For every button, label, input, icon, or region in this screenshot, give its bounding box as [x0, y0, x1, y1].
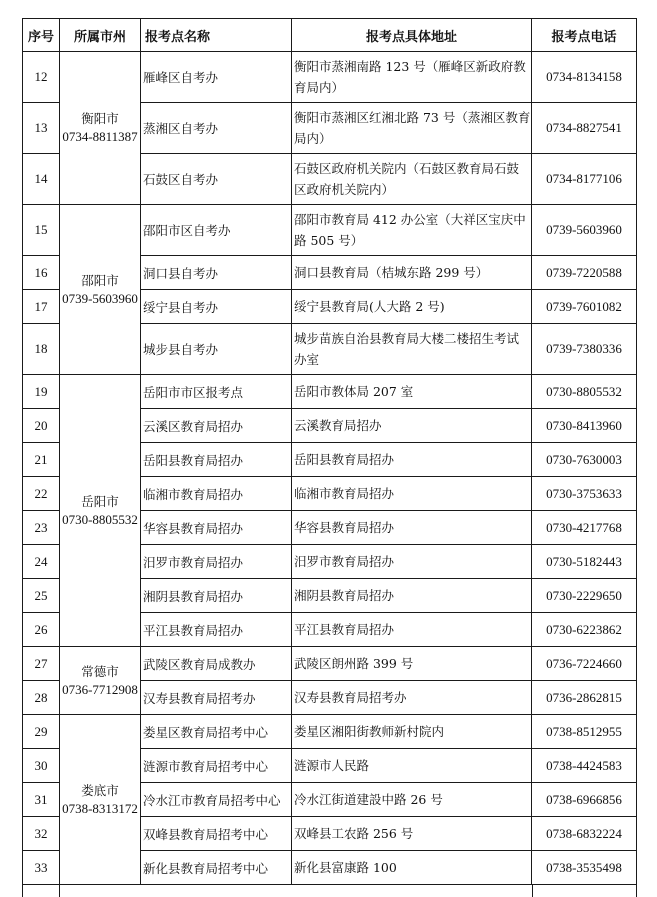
site-address: 双峰县工农路 256 号 [292, 817, 532, 851]
site-phone: 0734-8134158 [532, 52, 637, 103]
row-number: 31 [23, 783, 60, 817]
row-number: 33 [23, 851, 60, 885]
city-phone: 0730-8805532 [62, 511, 138, 527]
table-row [23, 375, 637, 409]
site-phone: 0739-7380336 [532, 324, 637, 375]
site-name: 城步县自考办 [141, 324, 292, 375]
site-address: 娄星区湘阳街教师新村院内 [292, 715, 532, 749]
row-number: 29 [23, 715, 60, 749]
site-phone: 0730-6223862 [532, 613, 637, 647]
row-number: 22 [23, 477, 60, 511]
row-number: 24 [23, 545, 60, 579]
site-address: 衡阳市蒸湘南路 123 号（雁峰区新政府教育局内） [292, 52, 532, 103]
site-address: 武陵区朗州路 399 号 [292, 647, 532, 681]
city-cell-hengyang [60, 52, 141, 205]
column-divider [532, 884, 533, 897]
city-name: 衡阳市 [81, 111, 119, 126]
city-phone: 0734-8811387 [62, 129, 138, 144]
site-name: 石鼓区自考办 [141, 154, 292, 205]
site-name: 临湘市教育局招办 [141, 477, 292, 511]
row-number: 32 [23, 817, 60, 851]
site-name: 平江县教育局招办 [141, 613, 292, 647]
site-name: 双峰县教育局招考中心 [141, 817, 292, 851]
site-address: 邵阳市教育局 412 办公室（大祥区宝庆中路 505 号） [292, 205, 532, 256]
site-phone: 0739-5603960 [532, 205, 637, 256]
site-phone: 0730-3753633 [532, 477, 637, 511]
site-address: 云溪教育局招办 [292, 409, 532, 443]
table-row [23, 647, 637, 681]
site-address: 汉寿县教育局招考办 [292, 681, 532, 715]
site-address: 岳阳市教体局 207 室 [292, 375, 532, 409]
site-phone: 0738-6832224 [532, 817, 637, 851]
site-name: 邵阳市区自考办 [141, 205, 292, 256]
site-phone: 0739-7601082 [532, 290, 637, 324]
column-divider [59, 884, 60, 897]
row-number: 13 [23, 103, 60, 154]
site-address: 岳阳县教育局招办 [292, 443, 532, 477]
site-name: 汉寿县教育局招考办 [141, 681, 292, 715]
row-number: 14 [23, 154, 60, 205]
exam-site-table [22, 18, 637, 885]
site-name: 涟源市教育局招考中心 [141, 749, 292, 783]
site-phone: 0730-4217768 [532, 511, 637, 545]
site-phone: 0738-6966856 [532, 783, 637, 817]
site-name: 洞口县自考办 [141, 256, 292, 290]
row-number: 21 [23, 443, 60, 477]
site-name: 武陵区教育局成教办 [141, 647, 292, 681]
site-name: 岳阳县教育局招办 [141, 443, 292, 477]
city-phone: 0738-8313172 [62, 800, 138, 816]
site-phone: 0730-5182443 [532, 545, 637, 579]
site-name: 华容县教育局招办 [141, 511, 292, 545]
header-seq: 序号 [23, 19, 60, 52]
row-number: 16 [23, 256, 60, 290]
row-number: 23 [23, 511, 60, 545]
site-name: 云溪区教育局招办 [141, 409, 292, 443]
row-number: 18 [23, 324, 60, 375]
site-address: 湘阴县教育局招办 [292, 579, 532, 613]
site-name: 新化县教育局招考中心 [141, 851, 292, 885]
city-cell-shaoyang [60, 205, 141, 375]
site-phone: 0730-2229650 [532, 579, 637, 613]
site-name: 岳阳市市区报考点 [141, 375, 292, 409]
row-number: 19 [23, 375, 60, 409]
site-phone: 0730-8805532 [532, 375, 637, 409]
header-name: 报考点名称 [141, 19, 292, 52]
site-address: 临湘市教育局招办 [292, 477, 532, 511]
site-phone: 0736-7224660 [532, 647, 637, 681]
site-phone: 0736-2862815 [532, 681, 637, 715]
site-address: 涟源市人民路 [292, 749, 532, 783]
site-phone: 0738-4424583 [532, 749, 637, 783]
city-cell-loudi [60, 715, 141, 885]
site-phone: 0734-8827541 [532, 103, 637, 154]
site-address: 新化县富康路 100 [292, 851, 532, 885]
city-cell-yueyang [60, 375, 141, 647]
table-row [23, 715, 637, 749]
site-address: 衡阳市蒸湘区红湘北路 73 号（蒸湘区教育局内） [292, 103, 532, 154]
table-row [23, 205, 637, 256]
row-number: 28 [23, 681, 60, 715]
site-address: 石鼓区政府机关院内（石鼓区教育局石鼓区政府机关院内） [292, 154, 532, 205]
site-name: 湘阴县教育局招办 [141, 579, 292, 613]
site-phone: 0738-3535498 [532, 851, 637, 885]
header-city: 所属市州 [60, 19, 141, 52]
site-name: 绥宁县自考办 [141, 290, 292, 324]
site-address: 绥宁县教育局(人大路 2 号) [292, 290, 532, 324]
site-phone: 0730-8413960 [532, 409, 637, 443]
city-cell-changde [60, 647, 141, 715]
city-phone: 0736-7712908 [62, 681, 138, 697]
city-name: 邵阳市 [81, 272, 119, 288]
table-continuation-edge [22, 884, 637, 897]
city-name: 常德市 [81, 663, 119, 679]
site-address: 城步苗族自治县教育局大楼二楼招生考试办室 [292, 324, 532, 375]
site-address: 汨罗市教育局招办 [292, 545, 532, 579]
table-header-row [23, 19, 637, 52]
row-number: 30 [23, 749, 60, 783]
row-number: 20 [23, 409, 60, 443]
site-address: 华容县教育局招办 [292, 511, 532, 545]
city-name: 岳阳市 [81, 493, 119, 509]
site-phone: 0734-8177106 [532, 154, 637, 205]
site-name: 汨罗市教育局招办 [141, 545, 292, 579]
site-name: 雁峰区自考办 [141, 52, 292, 103]
city-name: 娄底市 [81, 782, 119, 798]
site-phone: 0738-8512955 [532, 715, 637, 749]
row-number: 26 [23, 613, 60, 647]
site-name: 娄星区教育局招考中心 [141, 715, 292, 749]
row-number: 15 [23, 205, 60, 256]
table-row [23, 52, 637, 103]
row-number: 17 [23, 290, 60, 324]
header-address: 报考点具体地址 [292, 19, 532, 52]
site-address: 平江县教育局招办 [292, 613, 532, 647]
city-phone: 0739-5603960 [62, 290, 138, 306]
site-address: 洞口县教育局（桔城东路 299 号） [292, 256, 532, 290]
site-name: 蒸湘区自考办 [141, 103, 292, 154]
row-number: 25 [23, 579, 60, 613]
site-address: 冷水江街道建設中路 26 号 [292, 783, 532, 817]
header-phone: 报考点电话 [532, 19, 637, 52]
site-phone: 0730-7630003 [532, 443, 637, 477]
site-name: 冷水江市教育局招考中心 [141, 783, 292, 817]
site-phone: 0739-7220588 [532, 256, 637, 290]
row-number: 12 [23, 52, 60, 103]
row-number: 27 [23, 647, 60, 681]
